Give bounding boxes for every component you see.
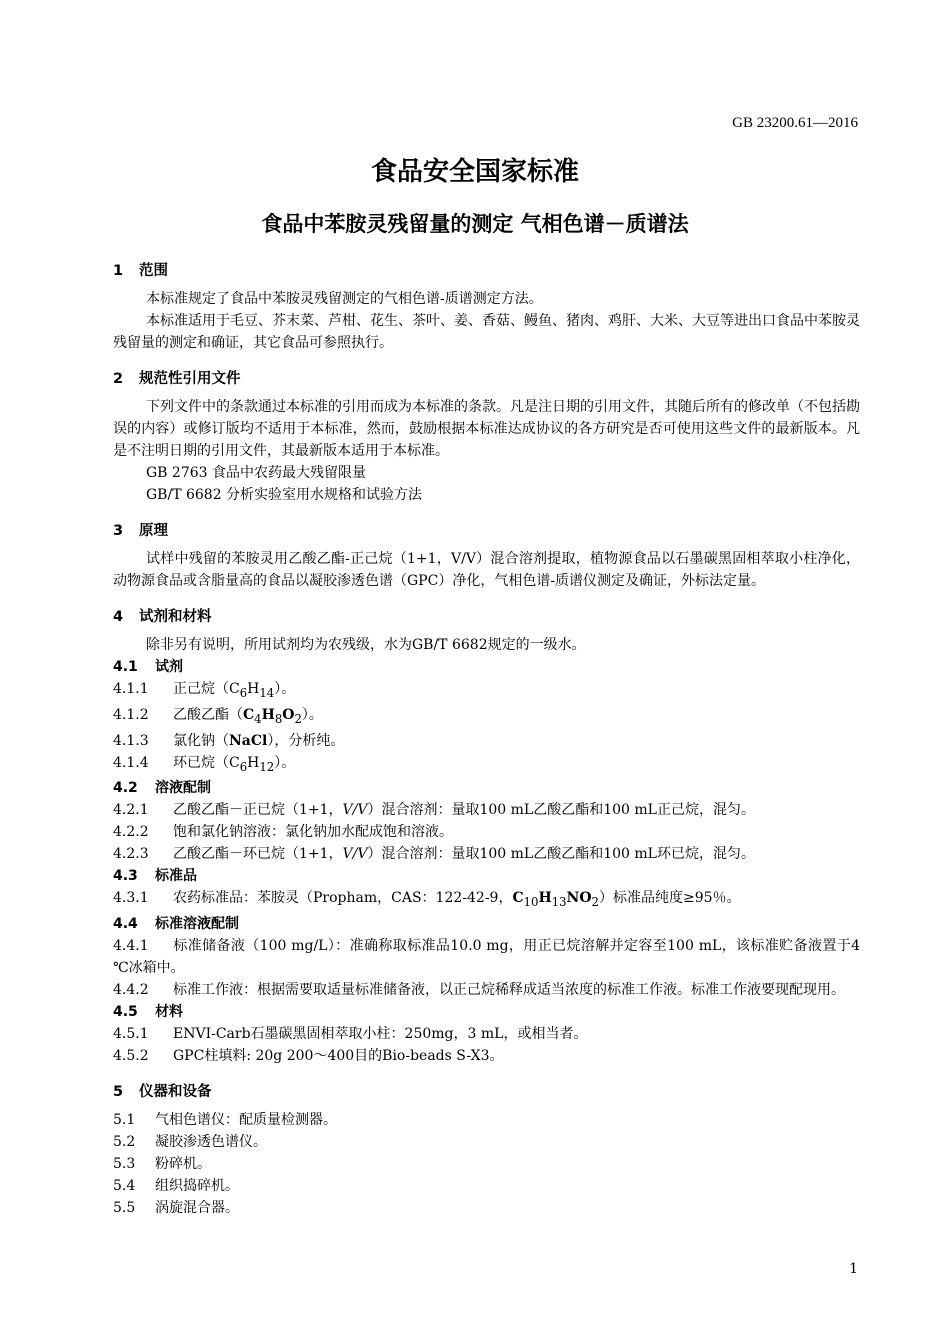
list-number: 5.1 <box>113 1112 136 1129</box>
clause-number: 4.2.2 <box>113 824 149 841</box>
section-number: 4 <box>113 609 124 625</box>
subsection-heading <box>113 1001 860 1023</box>
list-number: 5.5 <box>113 1200 136 1217</box>
list-text: 组织捣碎机。 <box>155 1178 239 1195</box>
clause-item <box>113 752 860 778</box>
clause-text: ENVI-Carb石墨碳黑固相萃取小柱：250mg，3 mL，或相当者。 <box>173 1026 588 1043</box>
formula-text: C <box>243 706 255 723</box>
section-number: 1 <box>113 263 124 279</box>
formula-text: C <box>512 890 524 907</box>
list-number: 5.4 <box>113 1178 136 1195</box>
subscript: 4 <box>254 711 262 726</box>
subscript: 10 <box>523 895 539 910</box>
subsection-title: 材料 <box>155 1004 183 1021</box>
clause-item <box>113 935 860 979</box>
subscript: 12 <box>259 759 275 774</box>
subsection-heading <box>113 865 860 887</box>
clause-number: 4.4.1 <box>113 938 149 955</box>
document-subtitle: 食品中苯胺灵残留量的测定 气相色谱－质谱法 <box>261 212 689 236</box>
subsection-heading <box>113 913 860 935</box>
clause-text: 标准工作液：根据需要取适量标准储备液，以正己烷稀释成适当浓度的标准工作液。标准工作液要现配现用。 <box>173 982 845 999</box>
subsection-number: 4.4 <box>113 916 138 933</box>
section-heading-apparatus <box>113 1081 860 1103</box>
formula-text: H <box>538 890 552 907</box>
paragraph: 下列文件中的条款通过本标准的引用而成为本标准的条款。凡是注日期的引用文件，其随后所有的修改单（不包括勘误的内容）或修订版均不适用于本标准，然而，鼓励根据本标准达成协议的各方研究是否可使用这些文件的最新版本。凡是不注明日期的引用文件，其最新版本适用于本标准。 <box>113 399 860 459</box>
section-title: 仪器和设备 <box>139 1084 212 1101</box>
subscript: 13 <box>551 895 567 910</box>
clause-number: 4.2.3 <box>113 846 149 863</box>
subscript: 8 <box>274 711 283 726</box>
section-title: 试剂和材料 <box>139 609 212 625</box>
section-title: 规范性引用文件 <box>139 371 241 387</box>
clause-item <box>113 979 860 1001</box>
clause-text: 农药标准品：苯胺灵（Propham，CAS：122-42-9， <box>173 890 513 907</box>
paragraph: 本标准规定了食品中苯胺灵残留测定的气相色谱-质谱测定方法。 <box>146 291 543 307</box>
clause-text: H <box>247 754 260 771</box>
reference-item: GB 2763 食品中农药最大残留限量 <box>146 465 367 481</box>
standard-code: GB 23200.61—2016 <box>732 115 858 131</box>
subscript: 2 <box>591 895 599 910</box>
clause-text: GPC柱填料: 20g 200～400目的Bio-beads S-X3。 <box>173 1048 504 1065</box>
list-item <box>113 1153 860 1175</box>
clause-item <box>113 821 860 843</box>
clause-number: 4.5.1 <box>113 1026 149 1043</box>
section-number: 3 <box>113 523 124 539</box>
clause-text: 乙酸乙酯（ <box>173 706 243 723</box>
clause-text: ）标准品纯度≥95％。 <box>598 890 741 907</box>
clause-text: 氯化钠（ <box>173 732 229 749</box>
section-number: 5 <box>113 1084 124 1101</box>
subscript: 2 <box>294 711 302 726</box>
clause-item <box>113 843 860 865</box>
list-item <box>113 1197 860 1219</box>
list-text: 凝胶渗透色谱仪。 <box>155 1134 267 1151</box>
clause-number: 4.1.3 <box>113 732 149 749</box>
subsection-title: 溶液配制 <box>155 780 211 797</box>
clause-text: 环已烷（C <box>173 754 240 771</box>
section-heading-scope <box>113 260 860 282</box>
list-text: 粉碎机。 <box>155 1156 211 1173</box>
subsection-heading <box>113 777 860 799</box>
clause-text: V/V <box>342 802 368 819</box>
subscript: 6 <box>239 685 248 700</box>
subsection-number: 4.3 <box>113 868 138 885</box>
formula-text: O <box>282 706 295 723</box>
list-number: 5.3 <box>113 1156 136 1173</box>
subsection-title: 试剂 <box>155 659 183 675</box>
clause-number: 4.3.1 <box>113 890 149 907</box>
section-heading-reagents <box>113 606 860 628</box>
section-number: 2 <box>113 371 124 387</box>
section-title: 原理 <box>139 523 168 539</box>
subsection-heading <box>113 656 860 678</box>
section-heading-principle <box>113 520 860 542</box>
clause-text: ）混合溶剂：量取100 mL乙酸乙酯和100 mL环已烷，混匀。 <box>367 846 755 863</box>
clause-text: 正己烷（C <box>173 681 240 697</box>
list-text: 气相色谱仪：配质量检测器。 <box>155 1112 337 1129</box>
clause-text: ）。 <box>274 681 296 697</box>
list-item <box>113 1131 860 1153</box>
clause-text: 饱和氯化钠溶液：氯化钠加水配成饱和溶液。 <box>173 824 453 841</box>
clause-item <box>113 730 860 752</box>
clause-text: ）。 <box>274 754 296 771</box>
clause-text: ），分析纯。 <box>267 732 345 749</box>
list-item <box>113 1109 860 1131</box>
subsection-title: 标准溶液配制 <box>155 916 239 933</box>
paragraph: 本标准适用于毛豆、芥末菜、芦柑、花生、茶叶、姜、香菇、鳗鱼、猪肉、鸡肝、大米、大豆等进出口食品中苯胺灵残留量的测定和确证，其它食品可参照执行。 <box>113 313 860 351</box>
clause-text: V/V <box>342 846 368 863</box>
clause-text: ）混合溶剂：量取100 mL乙酸乙酯和100 mL正己烷，混匀。 <box>367 802 755 819</box>
section-heading-normative-references <box>113 368 860 390</box>
document-body <box>113 260 860 1219</box>
subsection-number: 4.1 <box>113 659 138 675</box>
document-title: 食品安全国家标准 <box>370 157 579 187</box>
clause-item <box>113 1045 860 1067</box>
subsection-number: 4.5 <box>113 1004 138 1021</box>
subsection-number: 4.2 <box>113 780 138 797</box>
clause-number: 4.1.4 <box>113 754 149 771</box>
clause-text: ）。 <box>301 706 323 723</box>
section-title: 范围 <box>139 263 168 279</box>
subscript: 14 <box>259 685 275 700</box>
clause-text: 标准储备液（100 mg/L）：准确称取标准品10.0 mg，用正已烷溶解并定容至100 mL，该标准贮备液置于4 ℃冰箱中。 <box>113 938 860 977</box>
clause-number: 4.2.1 <box>113 802 149 819</box>
subsection-title: 标准品 <box>155 868 197 885</box>
clause-number: 4.1.2 <box>113 706 149 723</box>
clause-item <box>113 799 860 821</box>
clause-item <box>113 678 860 704</box>
formula-text: NaCl <box>229 732 268 749</box>
clause-number: 4.4.2 <box>113 982 149 999</box>
formula-text: H <box>261 706 275 723</box>
formula-text: NO <box>566 890 592 907</box>
list-text: 涡旋混合器。 <box>155 1200 239 1217</box>
clause-item <box>113 1023 860 1045</box>
clause-item <box>113 887 860 913</box>
clause-text: H <box>247 681 260 697</box>
clause-number: 4.5.2 <box>113 1048 149 1065</box>
clause-number: 4.1.1 <box>113 681 149 697</box>
clause-text: 乙酸乙酯－正已烷（1+1， <box>173 802 343 819</box>
reference-item: GB/T 6682 分析实验室用水规格和试验方法 <box>146 487 423 503</box>
page-number: 1 <box>849 1261 858 1277</box>
clause-item <box>113 704 860 730</box>
paragraph: 除非另有说明，所用试剂均为农残级，水为GB/T 6682规定的一级水。 <box>146 637 586 653</box>
list-number: 5.2 <box>113 1134 136 1151</box>
clause-text: 乙酸乙酯－环已烷（1+1， <box>173 846 343 863</box>
paragraph: 试样中残留的苯胺灵用乙酸乙酯-正己烷（1+1，V/V）混合溶剂提取，植物源食品以石墨碳黑固相萃取小柱净化，动物源食品或含脂量高的食品以凝胶渗透色谱（GPC）净化，气相色谱-质谱仪测定及确证，外标法定量。 <box>113 551 860 589</box>
subscript: 6 <box>239 759 248 774</box>
list-item <box>113 1175 860 1197</box>
